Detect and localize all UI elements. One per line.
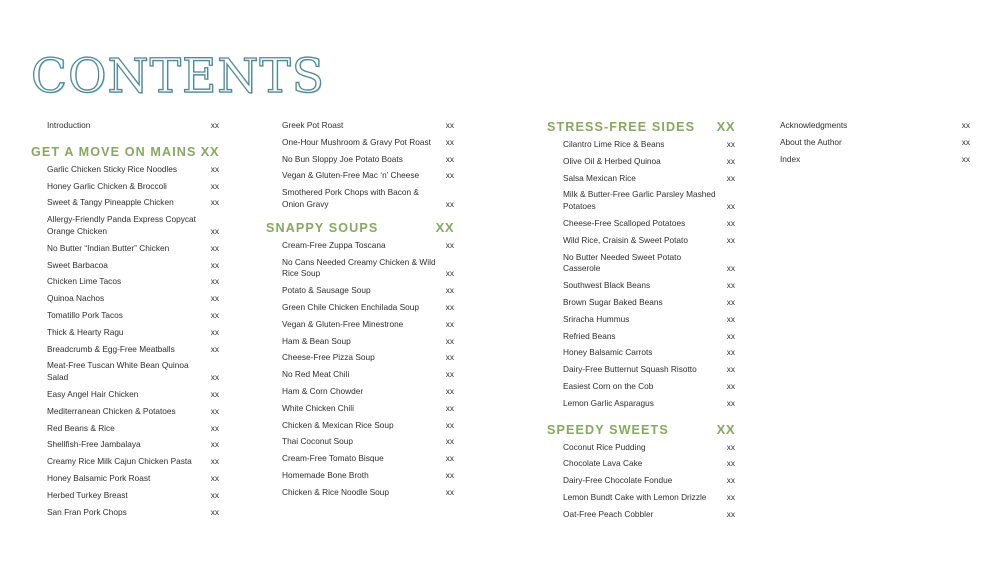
toc-entry-label: Ham & Corn Chowder	[282, 385, 364, 396]
toc-entry-page: xx	[961, 153, 970, 164]
section-heading-sides[interactable]	[547, 119, 735, 138]
toc-entry-label: Dairy-Free Butternut Squash Risotto	[563, 364, 697, 375]
toc-entry[interactable]	[547, 441, 735, 458]
toc-entry-page: xx	[210, 405, 219, 416]
toc-entry-page: xx	[445, 402, 454, 413]
toc-entry-label: Lemon Bundt Cake with Lemon Drizzle	[563, 491, 707, 502]
toc-entry-page: xx	[210, 506, 219, 517]
toc-entry-page: xx	[726, 380, 735, 391]
soups-list	[266, 239, 454, 503]
toc-entry-label: Red Beans & Rice	[47, 422, 115, 433]
toc-entry-page: xx	[445, 419, 454, 430]
toc-entry-label: Cheese-Free Scalloped Potatoes	[563, 217, 686, 228]
toc-entry[interactable]	[266, 419, 454, 436]
toc-entry[interactable]	[547, 397, 735, 414]
toc-entry-page: xx	[445, 153, 454, 164]
toc-entry[interactable]	[547, 279, 735, 296]
toc-entry-label: Coconut Rice Pudding	[563, 441, 646, 452]
toc-entry-page: xx	[210, 225, 219, 236]
section-heading-sweets[interactable]	[547, 414, 735, 441]
section-heading-label: STRESS-FREE SIDES	[547, 120, 696, 134]
toc-entry-page: xx	[445, 285, 454, 296]
toc-entry[interactable]	[547, 457, 735, 474]
toc-column-1	[31, 119, 219, 522]
toc-entry[interactable]	[547, 296, 735, 313]
toc-entry-label: Refried Beans	[563, 330, 616, 341]
toc-entry-page: xx	[726, 172, 735, 183]
toc-entry-page: xx	[445, 486, 454, 497]
toc-entry-label: Ham & Bean Soup	[282, 335, 351, 346]
toc-entry[interactable]	[547, 380, 735, 397]
toc-entry-label: Meat-Free Tuscan White Bean Quinoa Salad	[47, 360, 189, 383]
section-heading-page: XX	[716, 119, 735, 134]
toc-entry[interactable]	[266, 153, 454, 170]
toc-entry-page: xx	[210, 343, 219, 354]
toc-entry-label: Sriracha Hummus	[563, 313, 630, 324]
toc-entry[interactable]	[266, 119, 454, 136]
toc-entry[interactable]	[31, 438, 219, 455]
toc-entry[interactable]	[266, 435, 454, 452]
toc-entry-page: xx	[445, 335, 454, 346]
toc-entry-label: No Butter Needed Sweet Potato Casserole	[563, 251, 682, 274]
toc-entry[interactable]	[31, 472, 219, 489]
toc-entry[interactable]	[31, 506, 219, 523]
toc-entry[interactable]	[266, 136, 454, 153]
toc-entry-page: xx	[726, 263, 735, 274]
sides-list	[547, 138, 735, 414]
toc-column-2	[266, 119, 454, 503]
toc-entry-label: Thai Coconut Soup	[282, 436, 354, 447]
toc-entry[interactable]	[31, 455, 219, 472]
toc-entry[interactable]	[547, 234, 735, 251]
toc-entry-page: xx	[726, 155, 735, 166]
toc-entry[interactable]	[266, 256, 454, 285]
toc-entry-page: xx	[726, 296, 735, 307]
toc-entry-page: xx	[445, 268, 454, 279]
toc-entry[interactable]	[547, 138, 735, 155]
toc-column-4	[764, 119, 970, 169]
toc-entry-label: Oat-Free Peach Cobbler	[563, 508, 654, 519]
toc-entry-label: Tomatillo Pork Tacos	[47, 309, 123, 320]
toc-entry-label: Potato & Sausage Soup	[282, 285, 371, 296]
toc-entry-label: Milk & Butter-Free Garlic Parsley Mashed Potatoes	[563, 189, 716, 212]
toc-entry-label: Honey Garlic Chicken & Broccoli	[47, 180, 167, 191]
toc-entry-page: xx	[445, 318, 454, 329]
toc-entry[interactable]	[266, 335, 454, 352]
toc-entry-page: xx	[210, 326, 219, 337]
toc-entry-label: Introduction	[47, 120, 91, 130]
toc-entry-page: xx	[210, 439, 219, 450]
toc-entry-label: Green Chile Chicken Enchilada Soup	[282, 301, 419, 312]
section-heading-page: XX	[435, 219, 454, 235]
toc-entry-page: xx	[961, 120, 970, 130]
toc-entry[interactable]	[31, 259, 219, 276]
toc-entry-page: xx	[210, 120, 219, 130]
toc-entry[interactable]	[266, 351, 454, 368]
toc-entry-page: xx	[445, 239, 454, 250]
toc-entry[interactable]	[266, 402, 454, 419]
toc-entry[interactable]	[266, 385, 454, 402]
mains-list	[31, 163, 219, 523]
toc-entry-label: About the Author	[780, 136, 842, 147]
toc-entry-page: xx	[210, 242, 219, 253]
toc-entry-label: Mediterranean Chicken & Potatoes	[47, 405, 176, 416]
toc-entry-label: Allergy-Friendly Panda Express Copycat Orange Chicken	[47, 214, 196, 236]
toc-entry-page: xx	[726, 475, 735, 486]
toc-entry-page: xx	[210, 456, 219, 467]
toc-entry[interactable]	[547, 155, 735, 172]
toc-entry-label: White Chicken Chili	[282, 402, 354, 413]
page-title: CONTENTS	[31, 49, 325, 104]
toc-column-3	[547, 119, 735, 525]
toc-entry[interactable]	[266, 186, 454, 215]
toc-entry[interactable]	[547, 330, 735, 347]
toc-entry-label: Cream-Free Zuppa Toscana	[282, 239, 386, 250]
toc-entry-page: xx	[210, 309, 219, 320]
toc-entry[interactable]	[266, 169, 454, 186]
toc-entry-page: xx	[445, 385, 454, 396]
toc-entry[interactable]	[547, 217, 735, 234]
toc-entry-page: xx	[445, 136, 454, 147]
toc-entry-page: xx	[445, 453, 454, 464]
toc-entry[interactable]	[547, 508, 735, 525]
toc-entry-label: Homemade Bone Broth	[282, 469, 369, 480]
toc-entry-page: xx	[210, 259, 219, 270]
toc-entry-page: xx	[210, 372, 219, 383]
toc-entry-label: Vegan & Gluten-Free Minestrone	[282, 318, 404, 329]
toc-entry[interactable]	[31, 405, 219, 422]
toc-entry-label: Dairy-Free Chocolate Fondue	[563, 475, 673, 486]
toc-entry-page: xx	[726, 364, 735, 375]
toc-entry[interactable]	[31, 326, 219, 343]
section-heading-label: SNAPPY SOUPS	[266, 220, 379, 235]
toc-entry-label: One-Hour Mushroom & Gravy Pot Roast	[282, 136, 431, 147]
toc-entry[interactable]	[764, 153, 970, 170]
toc-entry-page: xx	[726, 234, 735, 245]
toc-entry[interactable]	[31, 163, 219, 180]
toc-entry-page: xx	[445, 198, 454, 209]
toc-entry-label: Chicken Lime Tacos	[47, 276, 122, 287]
toc-entry-label: Vegan & Gluten-Free Mac ‘n’ Cheese	[282, 170, 420, 181]
toc-entry[interactable]	[31, 180, 219, 197]
toc-entry[interactable]	[266, 469, 454, 486]
back-matter-list	[764, 119, 970, 169]
section-heading-soups[interactable]	[266, 215, 454, 239]
toc-entry-label: Cheese-Free Pizza Soup	[282, 352, 375, 363]
toc-entry-page: xx	[726, 441, 735, 452]
section-heading-page: XX	[200, 143, 219, 159]
toc-entry-label: Herbed Turkey Breast	[47, 489, 128, 500]
toc-entry-label: Garlic Chicken Sticky Rice Noodles	[47, 163, 178, 174]
toc-entry[interactable]	[31, 359, 219, 388]
toc-entry-label: Salsa Mexican Rice	[563, 172, 636, 183]
toc-entry-page: xx	[210, 472, 219, 483]
toc-entry-page: xx	[210, 197, 219, 208]
toc-entry-label: Southwest Black Beans	[563, 280, 651, 291]
toc-entry[interactable]	[764, 136, 970, 153]
toc-entry[interactable]	[31, 388, 219, 405]
section-heading-mains[interactable]	[31, 136, 219, 163]
toc-entry-page: xx	[726, 397, 735, 408]
toc-entry[interactable]	[31, 242, 219, 259]
toc-entry-label: Cream-Free Tomato Bisque	[282, 453, 384, 464]
toc-entry[interactable]	[31, 196, 219, 213]
toc-entry-label: Index	[780, 153, 801, 164]
toc-entry-label: Shellfish-Free Jambalaya	[47, 439, 141, 450]
toc-entry[interactable]	[547, 251, 735, 280]
toc-entry-label: Chocolate Lava Cake	[563, 458, 643, 469]
toc-entry[interactable]	[547, 346, 735, 363]
toc-entry[interactable]	[31, 213, 219, 242]
toc-entry-page: xx	[445, 120, 454, 130]
toc-entry-page: xx	[726, 508, 735, 519]
toc-entry-introduction[interactable]	[31, 119, 219, 136]
toc-entry-page: xx	[210, 489, 219, 500]
toc-entry-label: Creamy Rice Milk Cajun Chicken Pasta	[47, 456, 192, 467]
toc-entry-page: xx	[726, 201, 735, 212]
mains-list-continued	[266, 119, 454, 215]
toc-entry-page: xx	[445, 469, 454, 480]
sweets-list	[547, 441, 735, 525]
section-heading-page: XX	[716, 421, 735, 437]
toc-entry[interactable]	[31, 343, 219, 360]
toc-entry-page: xx	[961, 136, 970, 147]
toc-entry-page: xx	[445, 369, 454, 380]
toc-entry-page: xx	[726, 458, 735, 469]
toc-entry-page: xx	[445, 352, 454, 363]
toc-entry-page: xx	[210, 276, 219, 287]
toc-entry-label: Lemon Garlic Asparagus	[563, 397, 654, 408]
toc-entry-page: xx	[445, 436, 454, 447]
toc-entry[interactable]	[266, 452, 454, 469]
toc-entry-page: xx	[210, 388, 219, 399]
toc-entry[interactable]	[31, 489, 219, 506]
toc-entry-label: Easiest Corn on the Cob	[563, 380, 654, 391]
toc-entry-label: Quinoa Nachos	[47, 293, 105, 304]
toc-entry-label: Brown Sugar Baked Beans	[563, 296, 663, 307]
toc-entry-page: xx	[726, 347, 735, 358]
toc-entry-label: Chicken & Rice Noodle Soup	[282, 486, 389, 497]
toc-entry-label: San Fran Pork Chops	[47, 506, 127, 517]
toc-entry-label: Thick & Hearty Ragu	[47, 326, 124, 337]
toc-entry[interactable]	[547, 491, 735, 508]
toc-entry-label: Smothered Pork Chops with Bacon & Onion Gravy	[282, 187, 419, 209]
toc-entry[interactable]	[764, 119, 970, 136]
toc-entry[interactable]	[547, 474, 735, 491]
toc-entry-label: Olive Oil & Herbed Quinoa	[563, 155, 661, 166]
section-heading-label: GET A MOVE ON MAINS	[31, 144, 197, 159]
toc-entry-label: No Cans Needed Creamy Chicken & Wild Rice Soup	[282, 256, 436, 279]
toc-entry-page: xx	[726, 330, 735, 341]
toc-entry[interactable]	[547, 313, 735, 330]
toc-entry[interactable]	[31, 292, 219, 309]
toc-entry-label: No Butter “Indian Butter” Chicken	[47, 242, 170, 253]
toc-entry-label: Sweet Barbacoa	[47, 259, 108, 270]
toc-entry-label: Wild Rice, Craisin & Sweet Potato	[563, 234, 688, 245]
toc-entry[interactable]	[266, 318, 454, 335]
toc-entry-page: xx	[726, 491, 735, 502]
toc-entry[interactable]	[547, 188, 735, 217]
toc-entry-label: Breadcrumb & Egg-Free Meatballs	[47, 343, 175, 354]
toc-entry-label: Sweet & Tangy Pineapple Chicken	[47, 197, 174, 208]
toc-entry-label: Chicken & Mexican Rice Soup	[282, 419, 394, 430]
toc-entry[interactable]	[547, 172, 735, 189]
toc-entry-page: xx	[210, 293, 219, 304]
toc-entry[interactable]	[266, 239, 454, 256]
toc-entry[interactable]	[266, 284, 454, 301]
toc-entry-page: xx	[726, 217, 735, 228]
toc-entry-label: Acknowledgments	[780, 120, 848, 130]
toc-entry-page: xx	[726, 280, 735, 291]
toc-entry-label: No Bun Sloppy Joe Potato Boats	[282, 153, 403, 164]
toc-entry[interactable]	[547, 363, 735, 380]
toc-entry-label: Honey Balsamic Pork Roast	[47, 472, 151, 483]
toc-entry-page: xx	[445, 170, 454, 181]
toc-entry-label: Easy Angel Hair Chicken	[47, 388, 139, 399]
toc-entry[interactable]	[266, 486, 454, 503]
section-heading-label: SPEEDY SWEETS	[547, 422, 669, 437]
toc-entry-label: Greek Pot Roast	[282, 120, 344, 130]
toc-entry-label: No Red Meat Chili	[282, 369, 350, 380]
toc-entry-label: Honey Balsamic Carrots	[563, 347, 653, 358]
toc-entry-label: Cilantro Lime Rice & Beans	[563, 139, 665, 149]
toc-entry-page: xx	[726, 139, 735, 149]
toc-entry[interactable]	[31, 309, 219, 326]
toc-entry-page: xx	[445, 301, 454, 312]
toc-entry[interactable]	[266, 301, 454, 318]
toc-entry[interactable]	[266, 368, 454, 385]
toc-entry[interactable]	[31, 275, 219, 292]
toc-entry-page: xx	[726, 313, 735, 324]
toc-entry-page: xx	[210, 180, 219, 191]
toc-entry-page: xx	[210, 163, 219, 174]
toc-entry-page: xx	[210, 422, 219, 433]
toc-entry[interactable]	[31, 422, 219, 439]
